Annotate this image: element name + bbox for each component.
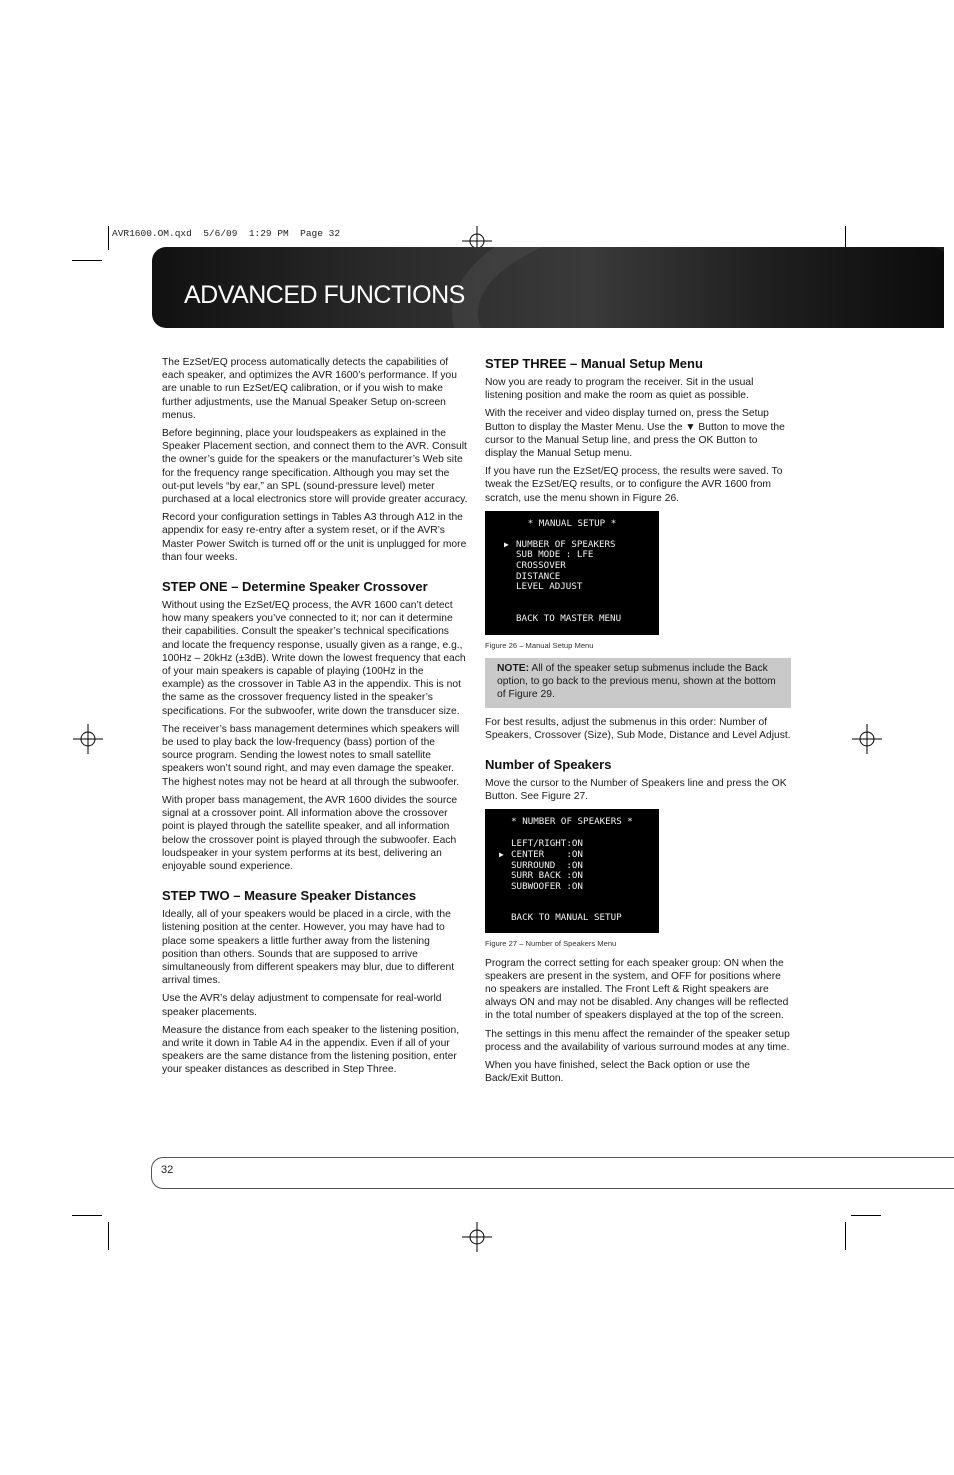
menu-line: LEFT/RIGHT:ON [511,838,583,850]
step-two-heading: STEP TWO – Measure Speaker Distances [162,888,417,904]
right-column [485,356,791,1090]
note-text: All of the speaker setup submenus include the Back option, to go back to the previous menu, shown at the bottom of Figure 29. [497,663,776,701]
step-one-paragraph: Without using the EzSet/EQ process, the AVR 1600 can’t detect how many speakers you’ve connected to it; nor can it determine their capabilities. Consult the speaker’s technical specifications and locate the frequency response, usually given as a range, e.g., 100Hz – 20kHz (±3dB). Write down the lowest frequency that each of your main speakers is capable of playing (100Hz in the example) as the crossover in Table A3 in the appendix. This is not the same as the crossover frequency listed in the speaker’s specifications. For the subwoofer, write down the transducer size. [162,600,466,717]
menu-title: * MANUAL SETUP * [527,517,617,529]
crop-mark [845,1222,846,1250]
step-two-paragraph: Use the AVR’s delay adjustment to compensate for real-world speaker placements. [162,993,442,1018]
registration-mark-icon [462,1222,492,1252]
step-one-paragraph: With proper bass management, the AVR 1600 divides the source signal at a crossover point. All information above the crossover point is played through the satellite speaker, and all information below the crossover point is played through the subwoofer. Each loudspeaker in your system performs at its best, delivering an enjoyable sound experience. [162,794,458,872]
crop-mark [72,260,102,261]
step-two-paragraph: Ideally, all of your speakers would be placed in a circle, with the listening position at the center. However, you may have had to place some speakers a little further away from the listening position than others. Sounds that are supposed to arrive simultaneously from different speakers may blur, due to different arrival times. [162,909,455,987]
step-two-paragraph: Measure the distance from each speaker to the listening position, and write it down in Table A4 in the appendix. Even if all of your speakers are the same distance from the listening position, enter your speaker distances as described in Step Three. [162,1024,460,1076]
intro-paragraph: Record your configuration settings in Tables A3 through A12 in the appendix for easy re-entry after a system reset, or if the AVR’s Master Power Switch is turned off or the unit is unplugged for more than four weeks. [162,512,467,563]
order-paragraph: For best results, adjust the submenus in this order: Number of Speakers, Crossover (Size), Sub Mode, Distance and Level Adjust. [485,716,791,741]
cursor-arrow-icon: ▶ [504,539,509,549]
print-slug: AVR1600.OM.qxd 5/6/09 1:29 PM Page 32 [112,228,341,239]
after-paragraph: When you have finished, select the Back option or use the Back/Exit Button. [485,1060,751,1085]
registration-mark-icon [73,724,103,754]
figure-caption: Figure 26 – Manual Setup Menu [485,640,594,650]
menu-line: SUBWOOFER :ON [511,880,583,892]
step-one-paragraph: The receiver’s bass management determines which speakers will be used to play back the low-frequency (bass) portion of the source program. Sending the lowest notes to small satellite speakers won’t sound right, and may even damage the speaker. The highest notes may not be heard at all through the subwoofer. [162,723,460,788]
left-column [162,356,468,1082]
figure-caption: Figure 27 – Number of Speakers Menu [485,939,617,949]
step-three-paragraph: Now you are ready to program the receiver. Sit in the usual listening position and make the room as quiet as possible. [485,377,754,402]
menu-line: ▶ NUMBER OF SPEAKERS [504,538,616,550]
menu-back-line: BACK TO MASTER MENU [516,613,622,625]
after-paragraph: The settings in this menu affect the remainder of the speaker setup process and the availability of various surround modes at any time. [485,1028,790,1053]
step-one-heading: STEP ONE – Determine Speaker Crossover [162,579,428,595]
page-number: 32 [161,1164,174,1176]
menu-title: * NUMBER OF SPEAKERS * [511,816,633,828]
number-of-speakers-heading: Number of Speakers [485,757,612,773]
menu-back-line: BACK TO MANUAL SETUP [511,911,622,923]
menu-line: SUB MODE : LFE [516,549,594,561]
crop-mark [851,1215,881,1216]
after-paragraph: Program the correct setting for each speaker group: ON when the speakers are present in the system, and OFF for positions where no speakers are installed. The Front Left & Right speakers are always ON and may not be disabled. Any changes will be reflected in the total number of speakers displayed at the top of the screen. [485,957,789,1022]
intro-paragraph: Before beginning, place your loudspeakers as explained in the Speaker Placement section, and connect them to the AVR. Consult the owner’s guide for the speakers or the manufacturer’s Web site for the frequency range specification. Although you may set the out-put levels “by ear,” an SPL (sound-pressure level) meter purchased at a local electronics store will provide greater accuracy. [162,428,468,506]
note-label: NOTE: [497,663,530,675]
menu-line: LEVEL ADJUST [516,581,583,593]
registration-mark-icon [852,724,882,754]
page-title: ADVANCED FUNCTIONS [184,281,465,309]
step-three-heading: STEP THREE – Manual Setup Menu [485,356,703,371]
crop-mark [108,1222,109,1250]
manual-setup-menu-screenshot [485,511,659,635]
intro-paragraph: The EzSet/EQ process automatically detects the capabilities of each speaker, and optimizes the AVR 1600’s performance. If you are unable to run EzSet/EQ calibration, or if you wish to make further adjustments, use the Manual Speaker Setup on-screen menus. [162,357,457,421]
step-three-paragraph: With the receiver and video display turned on, press the Setup Button to display the Master Menu. Use the ▼ Button to move the cursor to the Manual Setup line, and press the OK Button to display the Manual Setup menu. [485,408,785,460]
step-three-paragraph: If you have run the EzSet/EQ process, the results were saved. To tweak the EzSet/EQ results, or to configure the AVR 1600 from scratch, use the menu shown in Figure 26. [485,466,783,504]
menu-line: SURR BACK :ON [511,870,583,882]
crop-mark [108,226,109,250]
footer-bar [151,1157,954,1189]
number-of-speakers-paragraph: Move the cursor to the Number of Speakers line and press the OK Button. See Figure 27. [485,778,787,803]
number-of-speakers-menu-screenshot [485,809,659,933]
note-box [485,658,791,708]
menu-line: ▶ CENTER :ON [499,849,583,861]
cursor-arrow-icon: ▶ [499,850,504,860]
menu-line: SURROUND :ON [511,859,583,871]
crop-mark [72,1215,102,1216]
menu-line: DISTANCE [516,570,561,582]
menu-line: CROSSOVER [516,560,566,572]
